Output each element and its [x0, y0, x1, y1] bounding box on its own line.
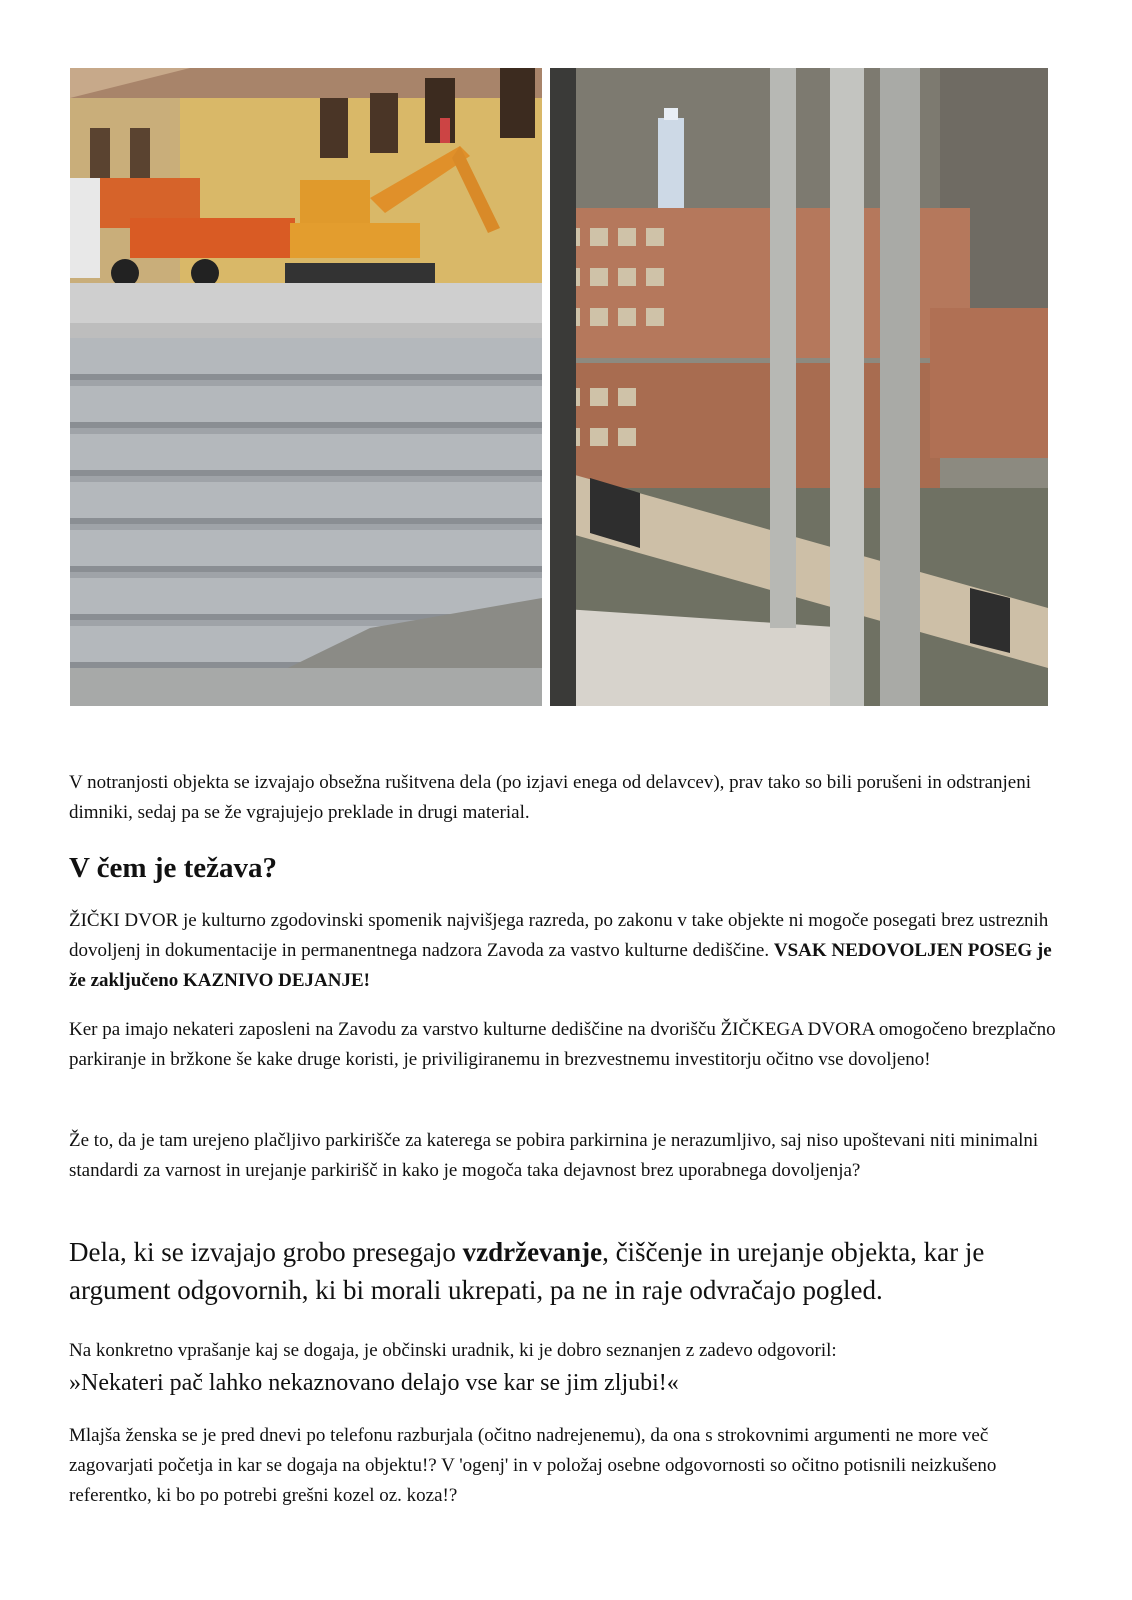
photo-stacked-lintels [550, 68, 1048, 706]
lintels-image [550, 68, 1048, 706]
paragraph-highlight-statement [69, 1233, 1059, 1309]
paragraph-cultural-monument-text: ŽIČKI DVOR je kulturno zgodovinski spomenik najvišjega razreda, po zakonu v take objekte ni mogoče posegati brez ustreznih dovoljenj in dokumentacije in permanentnega nadzora Zavoda za vastvo kulturne dediščine. [69, 910, 1049, 961]
highlight-statement-before: Dela, ki se izvajajo grobo presegajo [69, 1237, 463, 1267]
paragraph-cultural-monument [69, 906, 1059, 996]
official-answer-quote: »Nekateri pač lahko nekaznovano delajo vse kar se jim zljubi!« [69, 1370, 679, 1396]
construction-site-image [70, 68, 542, 706]
paragraph-free-parking: Ker pa imajo nekateri zaposleni na Zavodu za varstvo kulturne dediščine na dvorišču ŽIČKEGA DVORA omogočeno brezplačno parkiranje in bržkone še kake druge koristi, je priviligiranemu in brezvestnemu investitorju očitno vse dovoljeno! [69, 1019, 1056, 1070]
highlight-statement-after: , čiščenje in urejanje objekta, kar je argument odgovornih, ki bi morali ukrepati, pa ne in raje odvračajo pogled. [69, 1237, 985, 1305]
highlight-statement-bold: vzdrževanje [462, 1237, 603, 1267]
section-heading: V čem je težava? [69, 852, 277, 884]
paragraph-paid-parking: Že to, da je tam urejeno plačljivo parkirišče za katerega se pobira parkirnina je nerazumljivo, saj niso upoštevani niti minimalni standardi za varnost in urejanje parkirišč in kako je mogoča taka dejavnost brez uporabnega dovoljenja? [69, 1130, 1039, 1181]
official-answer-text: Na konkretno vprašanje kaj se dogaja, je občinski uradnik, ki je dobro seznanjen z zadevo odgovoril: [69, 1340, 837, 1361]
paragraph-demolition-works: V notranjosti objekta se izvajajo obsežna rušitvena dela (po izjavi enega od delavcev), prav tako so bili porušeni in odstranjeni dimniki, sedaj pa se že vgrajujejo preklade in drugi material. [69, 772, 1032, 823]
paragraph-official-answer [69, 1336, 1059, 1400]
paragraph-young-woman: Mlajša ženska se je pred dnevi po telefonu razburjala (očitno nadrejenemu), da ona s strokovnimi argumenti ne more več zagovarjati početja in kar se dogaja na objektu!? V 'ogenj' in v položaj osebne odgovornosti so očitno potisnili neizkušeno referentko, ki bo po potrebi grešni kozel oz. koza!? [69, 1425, 997, 1506]
photo-construction-site-stairs [70, 68, 542, 706]
paragraph-cultural-monument-emphasis: VSAK NEDOVOLJEN POSEG je že zaključeno KAZNIVO DEJANJE! [69, 940, 1052, 991]
